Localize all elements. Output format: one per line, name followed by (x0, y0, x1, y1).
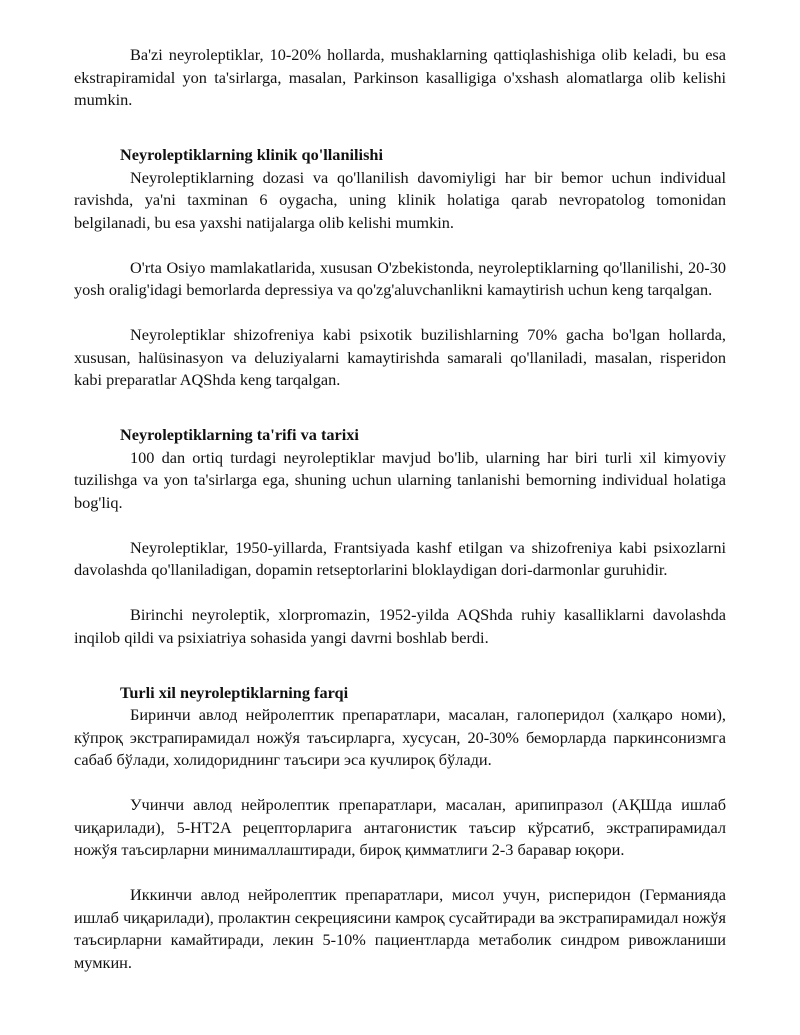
paragraph-7: Birinchi neyroleptik, xlorpromazin, 1952-yilda AQShda ruhiy kasalliklarni davolashda inqilob qildi va psixiatriya sohasida yangi davrni boshlab berdi. (74, 605, 726, 647)
paragraph-6: Neyroleptiklar, 1950-yillarda, Frantsiyada kashf etilgan va shizofreniya kabi psixozlarni davolashda qo'llaniladigan, dopamin retseptorlarini bloklaydigan dori-darmonlar guruhidir. (74, 537, 726, 579)
paragraph-10: Иккинчи авлод нейролептик препаратлари, мисол учун, рисперидон (Германияда ишлаб чиқарилади), пролактин секрециясини камроқ сусайтиради ва экстрапирамидал ножўя таъсирларни камайтиради, лекин 5-10% пациентларда метаболик синдром ривожланиши мумкин. (74, 885, 726, 972)
heading-differences: Turli xil neyroleptiklarning farqi (120, 682, 349, 702)
paragraph-1: Ba'zi neyroleptiklar, 10-20% hollarda, mushaklarning qattiqlashishiga olib keladi, bu esa ekstrapiramidal yon ta'sirlarga, masalan, Parkinson kasalligiga o'xshash alomatlarga olib kelishi mumkin. (74, 45, 726, 109)
paragraph-8: Биринчи авлод нейролептик препаратлари, масалан, галоперидол (халқаро номи), кўпроқ экстрапирамидал ножўя таъсирларга, хусусан, 20-30% беморларда паркинсонизмга сабаб бўлади, холидориднинг таъсири эса кучлироқ бўлади. (74, 705, 726, 769)
heading-clinical-use: Neyroleptiklarning klinik qo'llanilishi (120, 145, 383, 164)
paragraph-2: Neyroleptiklarning dozasi va qo'llanilish davomiyligi har bir bemor uchun individual ravishda, ya'ni taxminan 6 oygacha, uning klinik holatiga qarab nevropatolog tomonidan belgilanadi, bu esa yaxshi natijalarga olib kelishi mumkin. (74, 167, 726, 232)
paragraph-4: Neyroleptiklar shizofreniya kabi psixotik buzilishlarning 70% gacha bo'lgan hollarda, xususan, halüsinasyon va deluziyalarni kamaytirishda samarali qo'llaniladi, masalan, risperidon kabi preparatlar AQShda keng tarqalgan. (74, 325, 726, 389)
paragraph-5: 100 dan ortiq turdagi neyroleptiklar mavjud bo'lib, ularning har biri turli xil kimyoviy tuzilishga va yon ta'sirlarga ega, shuning uchun ularning tanlanishi bemorning individual holatiga bog'liq. (74, 447, 726, 512)
heading-definition-history: Neyroleptiklarning ta'rifi va tarixi (120, 425, 359, 444)
paragraph-3: O'rta Osiyo mamlakatlarida, xususan O'zbekistonda, neyroleptiklarning qo'llanilishi, 20-30 yosh oralig'idagi bemorlarda depressiya va qo'zg'aluvchanlikni kamaytirish uchun keng tarqalgan. (74, 257, 726, 299)
paragraph-9: Учинчи авлод нейролептик препаратлари, масалан, арипипразол (АҚШда ишлаб чиқарилади), 5-HT2A рецепторларига антагонистик таъсир кўрсатиб, экстрапирамидал ножўя таъсирларни минималлаштиради, бироқ қимматлиги 2-3 баравар юқори. (74, 795, 726, 859)
